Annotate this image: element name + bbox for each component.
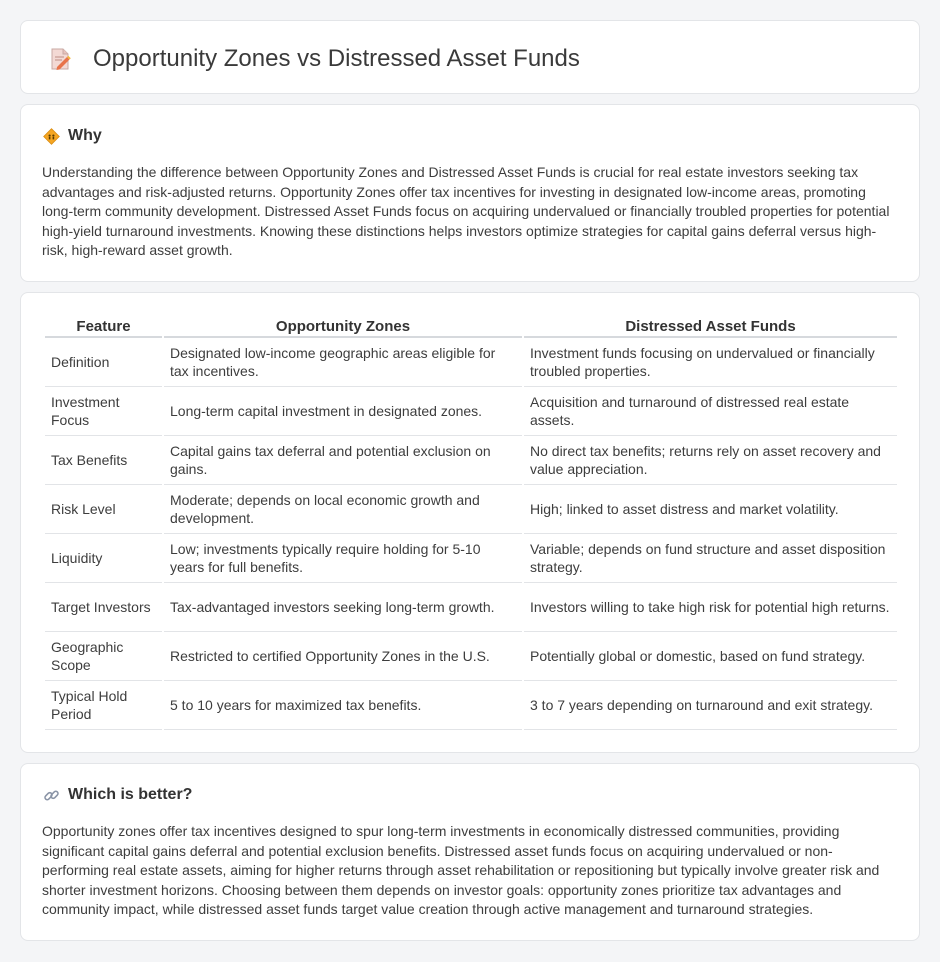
- title-row: [47, 45, 580, 73]
- why-heading: [43, 127, 102, 145]
- distressed-asset-funds-cell: Acquisition and turnaround of distressed real estate assets.: [524, 387, 897, 436]
- table-row: [45, 632, 897, 681]
- column-header-feature: Feature: [45, 316, 162, 338]
- table-row: [45, 485, 897, 534]
- distressed-asset-funds-cell: 3 to 7 years depending on turnaround and exit strategy.: [524, 681, 897, 730]
- feature-cell: Tax Benefits: [45, 436, 162, 485]
- table-row: [45, 681, 897, 730]
- link-icon: [43, 787, 60, 804]
- feature-cell: Geographic Scope: [45, 632, 162, 681]
- feature-cell: Liquidity: [45, 534, 162, 583]
- opportunity-zones-cell: Low; investments typically require holding for 5-10 years for full benefits.: [164, 534, 522, 583]
- table-header-row: [45, 316, 897, 338]
- feature-cell: Typical Hold Period: [45, 681, 162, 730]
- distressed-asset-funds-cell: Potentially global or domestic, based on fund strategy.: [524, 632, 897, 681]
- distressed-asset-funds-cell: High; linked to asset distress and market volatility.: [524, 485, 897, 534]
- opportunity-zones-cell: Designated low-income geographic areas eligible for tax incentives.: [164, 338, 522, 387]
- distressed-asset-funds-cell: Variable; depends on fund structure and asset disposition strategy.: [524, 534, 897, 583]
- better-heading: [43, 786, 192, 804]
- feature-cell: Definition: [45, 338, 162, 387]
- column-header-distressed-asset-funds: Distressed Asset Funds: [524, 316, 897, 338]
- distressed-asset-funds-cell: Investment funds focusing on undervalued or financially troubled properties.: [524, 338, 897, 387]
- better-title: Which is better?: [68, 786, 193, 803]
- table-row: [45, 583, 897, 632]
- opportunity-zones-cell: Capital gains tax deferral and potential exclusion on gains.: [164, 436, 522, 485]
- which-is-better-section: [20, 763, 920, 941]
- diamond-sign-icon: [43, 128, 60, 145]
- opportunity-zones-cell: Moderate; depends on local economic growth and development.: [164, 485, 522, 534]
- header-card: [20, 20, 920, 94]
- distressed-asset-funds-cell: No direct tax benefits; returns rely on asset recovery and value appreciation.: [524, 436, 897, 485]
- opportunity-zones-cell: Long-term capital investment in designated zones.: [164, 387, 522, 436]
- comparison-table-card: [20, 292, 920, 753]
- opportunity-zones-cell: Tax-advantaged investors seeking long-term growth.: [164, 583, 522, 632]
- feature-cell: Investment Focus: [45, 387, 162, 436]
- table-row: [45, 387, 897, 436]
- comparison-table: [43, 316, 899, 730]
- document-pencil-icon: [47, 46, 73, 72]
- table-row: [45, 534, 897, 583]
- better-body: Opportunity zones offer tax incentives designed to spur long-term investments in economically distressed communities, providing significant capital gains deferral and potential exclusion benefits. Distressed asset funds focus on acquiring undervalued or non-performing real estate assets, aiming for higher returns through asset rehabilitation or repositioning but typically involve greater risk and shorter investment horizons. Choosing between them depends on investor goals: opportunity zones prioritize tax advantages and community impact, while distressed asset funds target value creation through active management and turnaround strategies.: [42, 823, 880, 917]
- opportunity-zones-cell: 5 to 10 years for maximized tax benefits.: [164, 681, 522, 730]
- why-section: [20, 104, 920, 282]
- distressed-asset-funds-cell: Investors willing to take high risk for potential high returns.: [524, 583, 897, 632]
- table-row: [45, 338, 897, 387]
- feature-cell: Risk Level: [45, 485, 162, 534]
- feature-cell: Target Investors: [45, 583, 162, 632]
- column-header-opportunity-zones: Opportunity Zones: [164, 316, 522, 338]
- opportunity-zones-cell: Restricted to certified Opportunity Zones in the U.S.: [164, 632, 522, 681]
- why-body: Understanding the difference between Opportunity Zones and Distressed Asset Funds is crucial for real estate investors seeking tax advantages and risk-adjusted returns. Opportunity Zones offer tax incentives for investing in designated low-income areas, promoting long-term community development. Distressed Asset Funds focus on acquiring undervalued or financially troubled properties for potential high-yield turnaround investments. Knowing these distinctions helps investors optimize strategies for capital gains deferral versus high-risk, high-reward asset growth.: [42, 164, 890, 258]
- why-title: Why: [68, 127, 102, 144]
- table-row: [45, 436, 897, 485]
- page-title: Opportunity Zones vs Distressed Asset Funds: [93, 45, 580, 72]
